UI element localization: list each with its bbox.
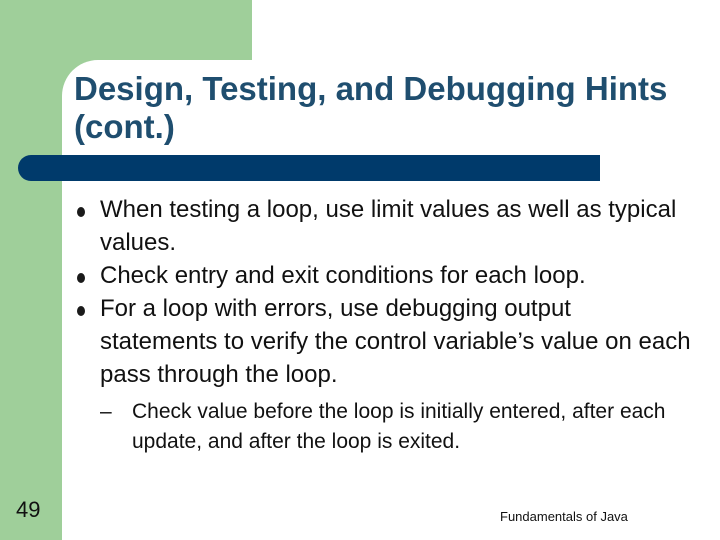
sub-bullet-text: Check value before the loop is initially entered, after each update, and after the loop is exited.	[132, 400, 666, 453]
sub-bullet-item	[100, 397, 694, 457]
slide-title: Design, Testing, and Debugging Hints (cont.)	[74, 70, 668, 145]
bullet-text: For a loop with errors, use debugging output statements to verify the control variable’s value on each pass through the loop.	[100, 295, 691, 388]
bullet-dot-icon	[77, 273, 85, 283]
bullet-dot-icon	[77, 306, 85, 316]
footer-text: Fundamentals of Java	[500, 509, 628, 524]
bullet-item	[74, 292, 694, 457]
title-divider-bar	[18, 155, 600, 181]
bullet-text: When testing a loop, use limit values as well as typical values.	[100, 196, 677, 256]
bullet-item	[74, 193, 694, 259]
bullet-dot-icon	[77, 207, 85, 217]
bullet-text: Check entry and exit conditions for each loop.	[100, 262, 586, 289]
page-number: 49	[16, 497, 41, 522]
bullet-list	[74, 193, 694, 457]
sub-bullet-dash: –	[100, 400, 112, 423]
decorative-green-sidebar	[0, 0, 62, 540]
sub-bullet-list	[100, 397, 694, 457]
bullet-item	[74, 259, 694, 292]
